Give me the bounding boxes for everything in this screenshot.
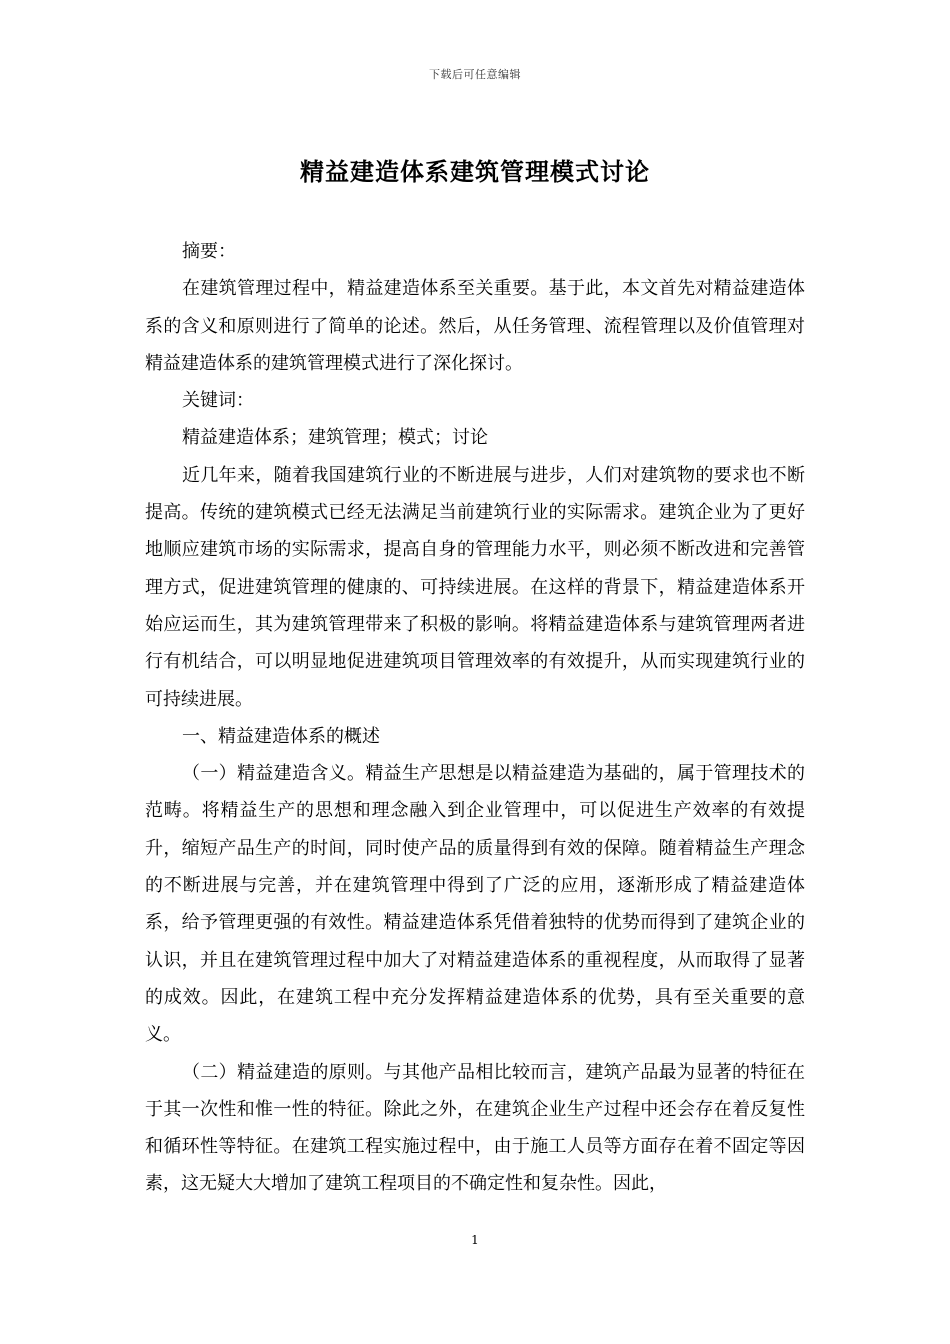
intro-paragraph: 近几年来，随着我国建筑行业的不断进展与进步，人们对建筑物的要求也不断提高。传统的建筑模式已经无法满足当前建筑行业的实际需求。建筑企业为了更好地顺应建筑市场的实际需求，提高自身的管理能力水平，则必须不断改进和完善管理方式，促进建筑管理的健康的、可持续进展。在这样的背景下，精益建造体系开始应运而生，其为建筑管理带来了积极的影响。将精益建造体系与建筑管理两者进行有机结合，可以明显地促进建筑项目管理效率的有效提升，从而实现建筑行业的可持续进展。 — [145, 464, 805, 710]
keywords-paragraph: 精益建造体系；建筑管理；模式；讨论 — [182, 427, 488, 449]
keywords-label: 关键词： — [182, 390, 254, 412]
document-title: 精益建造体系建筑管理模式讨论 — [300, 157, 650, 186]
abstract-paragraph: 在建筑管理过程中，精益建造体系至关重要。基于此，本文首先对精益建造体系的含义和原则进行了简单的论述。然后，从任务管理、流程管理以及价值管理对精益建造体系的建筑管理模式进行了深化探讨。 — [145, 278, 805, 374]
document-body — [145, 233, 805, 1203]
subsection-paragraph-2: （二）精益建造的原则。与其他产品相比较而言，建筑产品最为显著的特征在于其一次性和惟一性的特征。除此之外，在建筑企业生产过程中还会存在着反复性和循环性等特征。在建筑工程实施过程中，由于施工人员等方面存在着不固定等因素，这无疑大大增加了建筑工程项目的不确定性和复杂性。因此， — [145, 1061, 805, 1195]
section-heading: 一、精益建造体系的概述 — [182, 725, 380, 747]
page-header-note: 下载后可任意编辑 — [429, 68, 521, 81]
subsection-paragraph-1: （一）精益建造含义。精益生产思想是以精益建造为基础的，属于管理技术的范畴。将精益生产的思想和理念融入到企业管理中，可以促进生产效率的有效提升，缩短产品生产的时间，同时使产品的质量得到有效的保障。随着精益生产理念的不断进展与完善，并在建筑管理中得到了广泛的应用，逐渐形成了精益建造体系，给予管理更强的有效性。精益建造体系凭借着独特的优势而得到了建筑企业的认识，并且在建筑管理过程中加大了对精益建造体系的重视程度，从而取得了显著的成效。因此，在建筑工程中充分发挥精益建造体系的优势，具有至关重要的意义。 — [145, 763, 805, 1046]
page-number: 1 — [471, 1233, 479, 1247]
abstract-label: 摘要： — [182, 241, 236, 262]
